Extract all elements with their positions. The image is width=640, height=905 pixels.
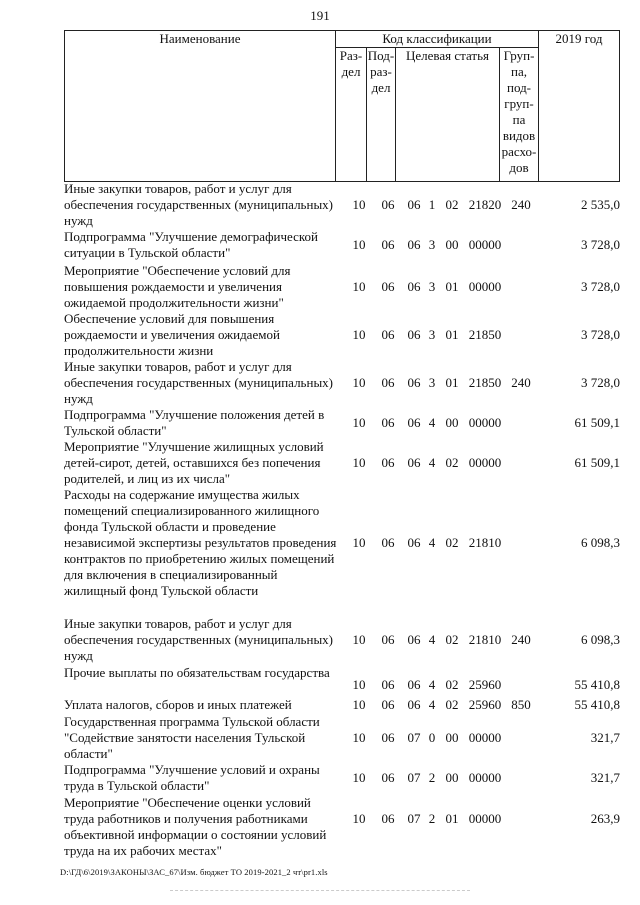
amount-cell: 61 509,1 — [574, 415, 620, 430]
header-section — [336, 48, 367, 182]
podrazdel-cell: 06 — [381, 697, 395, 712]
target-article-direction: 00000 — [468, 770, 502, 785]
row-name — [64, 487, 339, 599]
row-name-line: Иные закупки товаров, работ и услуг для — [64, 181, 292, 196]
target-article-event: 01 — [445, 327, 459, 342]
header-year: 2019 год — [539, 31, 620, 182]
expense_group-line: расхо- — [501, 144, 537, 159]
podrazdel-cell: 06 — [381, 730, 395, 745]
razdel-cell: 10 — [352, 327, 366, 342]
amount-cell: 321,7 — [590, 730, 620, 745]
row-name — [64, 407, 339, 439]
razdel-cell: 10 — [352, 770, 366, 785]
row-name-line: продолжительности жизни — [64, 343, 214, 358]
target-article-subprogram: 4 — [428, 415, 436, 430]
amount-cell: 3 728,0 — [581, 279, 620, 294]
row-name-line: области" — [64, 746, 113, 761]
target-article-program: 06 — [407, 697, 421, 712]
target-article-program: 06 — [407, 455, 421, 470]
row-name-line: независимой экспертизы результатов проведения — [64, 535, 337, 550]
target-article-subprogram: 3 — [428, 327, 436, 342]
header-name: Наименование — [65, 31, 336, 182]
row-name-line: обеспечения государственных (муниципальных) — [64, 632, 334, 647]
row-name — [64, 359, 339, 407]
row-name-line: контрактов по приобретению жилых помещений — [64, 551, 335, 566]
target-article-event: 01 — [445, 375, 459, 390]
table-header — [64, 30, 620, 182]
row-name — [64, 616, 339, 664]
section-line: Раз- — [339, 48, 363, 63]
podrazdel-cell: 06 — [381, 375, 395, 390]
expense_group-line: видов — [502, 128, 536, 143]
amount-cell: 3 728,0 — [581, 327, 620, 342]
row-name-line: Иные закупки товаров, работ и услуг для — [64, 359, 292, 374]
header-expense-group — [500, 48, 539, 182]
target-article-event: 02 — [445, 535, 459, 550]
row-name-line: Подпрограмма "Улучшение условий и охраны — [64, 762, 320, 777]
razdel-cell: 10 — [352, 730, 366, 745]
row-name-line: обеспечения государственных (муниципальных) — [64, 197, 334, 212]
target-article-subprogram: 3 — [428, 237, 436, 252]
row-name-line: труда работников и получения работниками — [64, 811, 308, 826]
expense_group-line: Груп- — [503, 48, 535, 63]
row-name-line: фонда Тульской области и проведение — [64, 519, 276, 534]
row-name-line: Подпрограмма "Улучшение демографической — [64, 229, 318, 244]
row-name-line: ситуации в Тульской области" — [64, 245, 231, 260]
row-name-line: нужд — [64, 391, 93, 406]
expense-group-cell: 240 — [511, 375, 531, 390]
target-article-subprogram: 4 — [428, 535, 436, 550]
target-article-event: 01 — [445, 811, 459, 826]
amount-cell: 6 098,3 — [581, 535, 620, 550]
target-article-subprogram: 3 — [428, 375, 436, 390]
row-name-line: Мероприятие "Обеспечение оценки условий — [64, 795, 311, 810]
razdel-cell: 10 — [352, 811, 366, 826]
row-name-line: детей-сирот, детей, оставшихся без попечения — [64, 455, 321, 470]
expense-group-cell: 850 — [511, 697, 531, 712]
file-path-footer: D:\ГД\6\2019\ЗАКОНЫ\ЗАС_67\Изм. бюджет ТО 2019-2021_2 чт\pr1.xls — [60, 867, 328, 877]
razdel-cell: 10 — [352, 415, 366, 430]
row-name-line: труда в Тульской области" — [64, 778, 210, 793]
amount-cell: 61 509,1 — [574, 455, 620, 470]
row-name-line: "Содействие занятости населения Тульской — [64, 730, 306, 745]
row-name-line: нужд — [64, 213, 93, 228]
razdel-cell: 10 — [352, 455, 366, 470]
amount-cell: 55 410,8 — [574, 677, 620, 692]
row-name-line: объективной информации о состоянии условий — [64, 827, 327, 842]
target-article-direction: 00000 — [468, 415, 502, 430]
razdel-cell: 10 — [352, 632, 366, 647]
target-article-program: 06 — [407, 279, 421, 294]
target-article-direction: 25960 — [468, 697, 502, 712]
subsection-line: Под- — [367, 48, 395, 63]
target-article-program: 07 — [407, 811, 421, 826]
target-article-subprogram: 4 — [428, 455, 436, 470]
podrazdel-cell: 06 — [381, 455, 395, 470]
row-name-line: для включения в специализированный — [64, 567, 278, 582]
amount-cell: 321,7 — [590, 770, 620, 785]
header-classification: Код классификации — [336, 31, 539, 48]
target-article-program: 06 — [407, 415, 421, 430]
target-article-subprogram: 1 — [428, 197, 436, 212]
target-article-event: 02 — [445, 677, 459, 692]
row-name-line: Обеспечение условий для повышения — [64, 311, 275, 326]
target-article-event: 00 — [445, 770, 459, 785]
target-article-subprogram: 0 — [428, 730, 436, 745]
target-article-direction: 21850 — [468, 375, 502, 390]
row-name-line: Государственная программа Тульской области — [64, 714, 320, 729]
row-name-line: Прочие выплаты по обязательствам государства — [64, 665, 330, 680]
row-name — [64, 762, 339, 794]
target-article-direction: 21810 — [468, 535, 502, 550]
razdel-cell: 10 — [352, 375, 366, 390]
amount-cell: 3 728,0 — [581, 375, 620, 390]
row-name-line: помещений специализированного жилищного — [64, 503, 320, 518]
row-name-line: Подпрограмма "Улучшение положения детей в — [64, 407, 325, 422]
row-name-line: жилищный фонд Тульской области — [64, 583, 259, 598]
podrazdel-cell: 06 — [381, 811, 395, 826]
row-name — [64, 263, 339, 311]
target-article-event: 00 — [445, 237, 459, 252]
target-article-subprogram: 3 — [428, 279, 436, 294]
target-article-direction: 25960 — [468, 677, 502, 692]
amount-cell: 263,9 — [590, 811, 620, 826]
target-article-direction: 00000 — [468, 455, 502, 470]
target-article-program: 07 — [407, 770, 421, 785]
razdel-cell: 10 — [352, 535, 366, 550]
row-name-line: рождаемости и увеличения ожидаемой — [64, 327, 280, 342]
expense-group-cell: 240 — [511, 197, 531, 212]
header-subsection — [367, 48, 396, 182]
row-name-line: Мероприятие "Обеспечение условий для — [64, 263, 291, 278]
target-article-direction: 00000 — [468, 811, 502, 826]
expense-group-cell: 240 — [511, 632, 531, 647]
target-article-direction: 00000 — [468, 730, 502, 745]
row-name — [64, 795, 339, 859]
target-article-program: 06 — [407, 677, 421, 692]
row-name-line: Иные закупки товаров, работ и услуг для — [64, 616, 292, 631]
row-name — [64, 229, 339, 261]
row-name-line: обеспечения государственных (муниципальных) — [64, 375, 334, 390]
row-name — [64, 181, 339, 229]
target-article-subprogram: 2 — [428, 811, 436, 826]
subsection-line: раз- — [370, 64, 392, 79]
podrazdel-cell: 06 — [381, 415, 395, 430]
razdel-cell: 10 — [352, 197, 366, 212]
target-article-subprogram: 2 — [428, 770, 436, 785]
expense_group-line: дов — [509, 160, 529, 175]
podrazdel-cell: 06 — [381, 197, 395, 212]
row-name-line: Тульской области" — [64, 423, 167, 438]
row-name — [64, 439, 339, 487]
row-name-line: труда на их рабочих местах" — [64, 843, 222, 858]
target-article-direction: 21820 — [468, 197, 502, 212]
podrazdel-cell: 06 — [381, 535, 395, 550]
row-name — [64, 311, 339, 359]
podrazdel-cell: 06 — [381, 237, 395, 252]
target-article-subprogram: 4 — [428, 677, 436, 692]
amount-cell: 6 098,3 — [581, 632, 620, 647]
target-article-event: 02 — [445, 632, 459, 647]
expense_group-line: под- — [506, 80, 532, 95]
amount-cell: 2 535,0 — [581, 197, 620, 212]
razdel-cell: 10 — [352, 237, 366, 252]
page-number: 191 — [310, 8, 330, 23]
target-article-program: 06 — [407, 237, 421, 252]
row-name-line: Мероприятие "Улучшение жилищных условий — [64, 439, 324, 454]
expense_group-line: груп- — [504, 96, 534, 111]
target-article-program: 06 — [407, 327, 421, 342]
row-name-line: Расходы на содержание имущества жилых — [64, 487, 300, 502]
target-article-program: 06 — [407, 632, 421, 647]
target-article-subprogram: 4 — [428, 632, 436, 647]
target-article-direction: 00000 — [468, 279, 502, 294]
target-article-direction: 00000 — [468, 237, 502, 252]
row-name-line: нужд — [64, 648, 93, 663]
podrazdel-cell: 06 — [381, 770, 395, 785]
podrazdel-cell: 06 — [381, 677, 395, 692]
target-article-event: 02 — [445, 697, 459, 712]
podrazdel-cell: 06 — [381, 327, 395, 342]
amount-cell: 55 410,8 — [574, 697, 620, 712]
target-article-program: 06 — [407, 535, 421, 550]
row-name-line: ожидаемой продолжительности жизни" — [64, 295, 284, 310]
expense_group-line: па, — [511, 64, 527, 79]
row-name — [64, 665, 339, 681]
razdel-cell: 10 — [352, 677, 366, 692]
amount-cell: 3 728,0 — [581, 237, 620, 252]
row-name — [64, 697, 339, 713]
podrazdel-cell: 06 — [381, 279, 395, 294]
target-article-event: 02 — [445, 197, 459, 212]
razdel-cell: 10 — [352, 697, 366, 712]
scan-artifact — [170, 890, 470, 893]
row-name — [64, 714, 339, 762]
header-target-article: Целевая статья — [396, 48, 500, 182]
expense_group-line: па — [512, 112, 526, 127]
row-name-line: повышения рождаемости и увеличения — [64, 279, 282, 294]
row-name-line: Уплата налогов, сборов и иных платежей — [64, 697, 292, 712]
section-line: дел — [341, 64, 361, 79]
target-article-event: 01 — [445, 279, 459, 294]
podrazdel-cell: 06 — [381, 632, 395, 647]
target-article-event: 02 — [445, 455, 459, 470]
row-name-line: родителей, и лиц из их числа" — [64, 471, 231, 486]
target-article-event: 00 — [445, 415, 459, 430]
razdel-cell: 10 — [352, 279, 366, 294]
subsection-line: дел — [371, 80, 391, 95]
target-article-event: 00 — [445, 730, 459, 745]
target-article-direction: 21810 — [468, 632, 502, 647]
target-article-program: 06 — [407, 375, 421, 390]
target-article-subprogram: 4 — [428, 697, 436, 712]
target-article-direction: 21850 — [468, 327, 502, 342]
target-article-program: 07 — [407, 730, 421, 745]
target-article-program: 06 — [407, 197, 421, 212]
